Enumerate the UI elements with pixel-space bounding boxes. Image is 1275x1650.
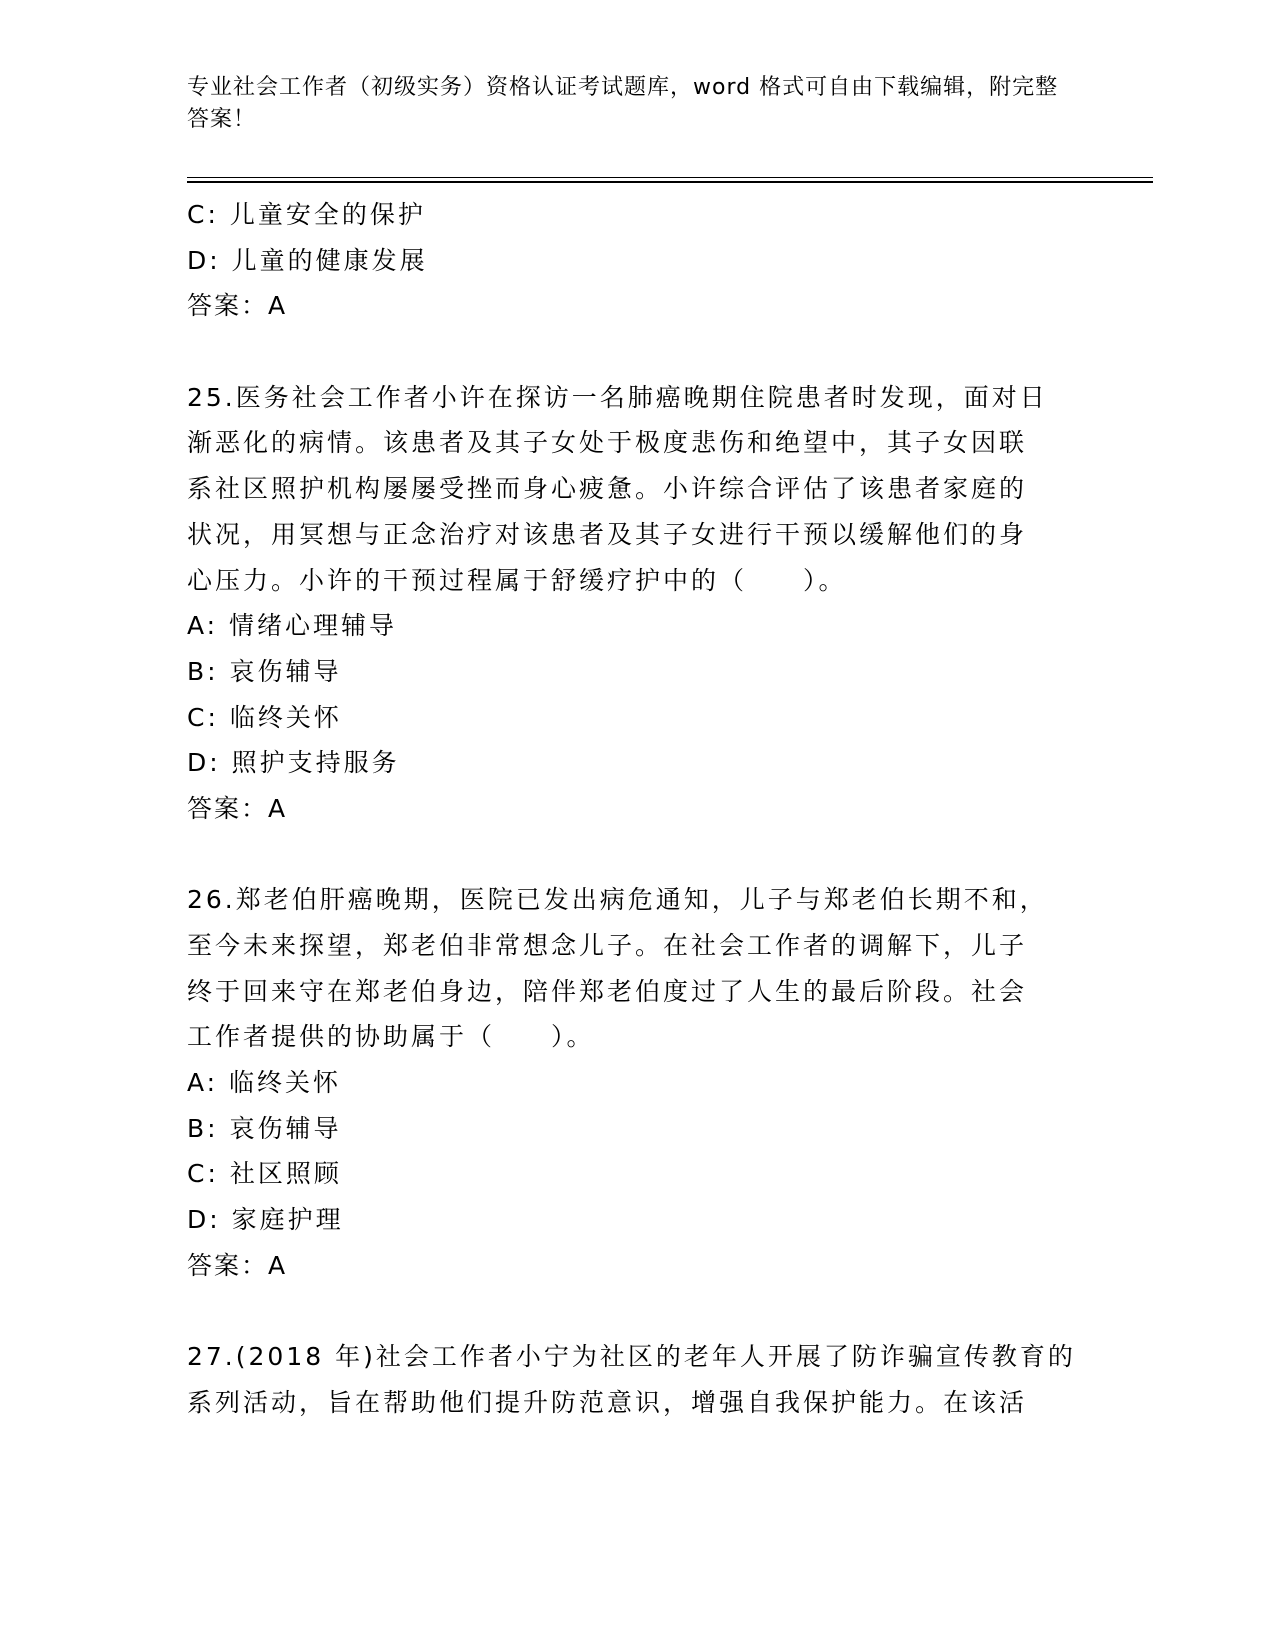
option-d: D: 家庭护理 bbox=[187, 1205, 344, 1235]
question-text-line: 至今未来探望，郑老伯非常想念儿子。在社会工作者的调解下，儿子 bbox=[187, 931, 1028, 960]
question-text-line: 系列活动，旨在帮助他们提升防范意识，增强自我保护能力。在该活 bbox=[187, 1387, 1028, 1417]
question-text-line: 25.医务社会工作者小许在探访一名肺癌晚期住院患者时发现，面对日 bbox=[187, 382, 1048, 412]
option-d: D: 照护支持服务 bbox=[187, 748, 400, 778]
option-c: C: 社区照顾 bbox=[187, 1159, 342, 1189]
option-a: A: 情绪心理辅导 bbox=[187, 611, 398, 641]
option-d: D: 儿童的健康发展 bbox=[187, 245, 428, 275]
header-rule-thick bbox=[187, 181, 1153, 183]
answer-label: 答案：A bbox=[187, 1250, 288, 1280]
question-text-line: 26.郑老伯肝癌晚期，医院已发出病危通知，儿子与郑老伯长期不和， bbox=[187, 885, 1048, 915]
document-header bbox=[187, 72, 1067, 136]
question-text-line: 工作者提供的协助属于（ ）。 bbox=[187, 1022, 595, 1052]
question-text-line: 心压力。小许的干预过程属于舒缓疗护中的（ ）。 bbox=[187, 565, 847, 595]
question-text-line: 渐恶化的病情。该患者及其子女处于极度悲伤和绝望中，其子女因联 bbox=[187, 428, 1028, 458]
option-b: B: 哀伤辅导 bbox=[187, 656, 342, 686]
question-text-line: 状况，用冥想与正念治疗对该患者及其子女进行干预以缓解他们的身 bbox=[187, 519, 1028, 549]
question-27 bbox=[187, 1334, 1087, 1425]
question-text-line: 27.(2018 年)社会工作者小宁为社区的老年人开展了防诈骗宣传教育的 bbox=[187, 1342, 1076, 1372]
option-c: C: 临终关怀 bbox=[187, 702, 342, 732]
header-text: 专业社会工作者（初级实务）资格认证考试题库，word 格式可自由下载编辑，附完整答案！ bbox=[187, 75, 1059, 132]
header-rule-thin bbox=[187, 177, 1153, 178]
question-25 bbox=[187, 375, 1087, 832]
option-c: C: 儿童安全的保护 bbox=[187, 200, 426, 229]
option-a: A: 临终关怀 bbox=[187, 1068, 342, 1098]
answer-label: 答案：A bbox=[187, 291, 288, 321]
answer-label: 答案：A bbox=[187, 793, 288, 823]
question-text-line: 终于回来守在郑老伯身边，陪伴郑老伯度过了人生的最后阶段。社会 bbox=[187, 976, 1028, 1006]
question-26 bbox=[187, 877, 1087, 1288]
question-text-line: 系社区照护机构屡屡受挫而身心疲惫。小许综合评估了该患者家庭的 bbox=[187, 474, 1028, 504]
option-b: B: 哀伤辅导 bbox=[187, 1113, 342, 1143]
question-content bbox=[187, 192, 1087, 1426]
